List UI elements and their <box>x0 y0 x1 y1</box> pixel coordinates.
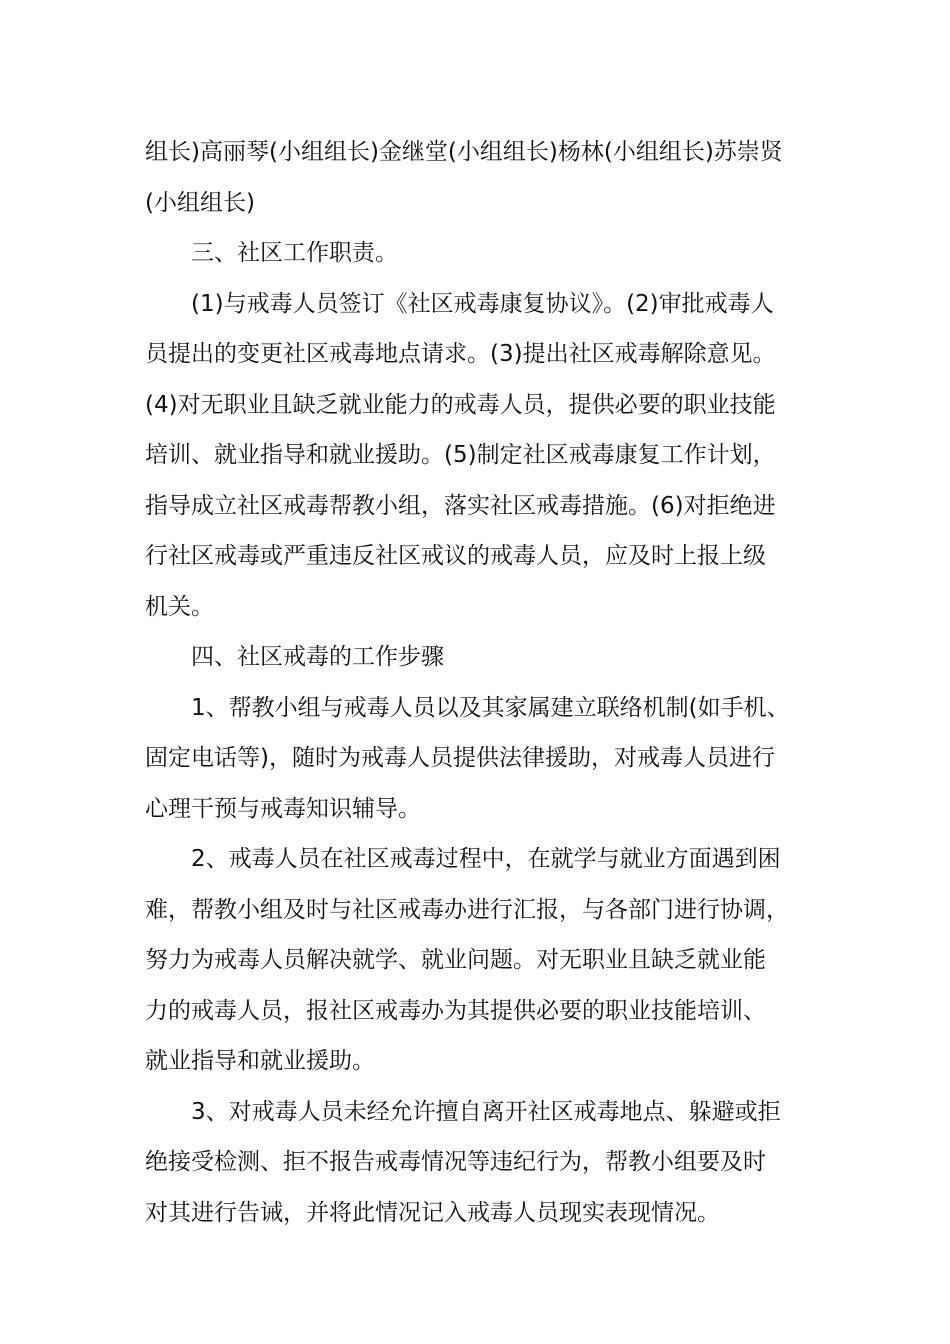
text-line: (4)对无职业且缺乏就业能力的戒毒人员，提供必要的职业技能 <box>145 391 776 418</box>
text-line: 行社区戒毒或严重违反社区戒议的戒毒人员，应及时上报上级 <box>145 543 766 569</box>
text-line: 努力为戒毒人员解决就学、就业问题。对无职业且缺乏就业能 <box>145 947 766 973</box>
text-line: 员提出的变更社区戒毒地点请求。(3)提出社区戒毒解除意见。 <box>145 341 776 367</box>
text-line: 固定电话等)，随时为戒毒人员提供法律援助，对戒毒人员进行 <box>145 745 775 771</box>
text-line: 心理干预与戒毒知识辅导。 <box>145 795 421 822</box>
text-line: 指导成立社区戒毒帮教小组，落实社区戒毒措施。(6)对拒绝进 <box>145 492 776 519</box>
section-heading: 三、社区工作职责。 <box>191 240 398 266</box>
text-line: (1)与戒毒人员签订《社区戒毒康复协议》。(2)审批戒毒人 <box>191 290 774 317</box>
text-line: 培训、就业指导和就业援助。(5)制定社区戒毒康复工作计划， <box>145 442 776 468</box>
text-line: 机关。 <box>145 593 214 620</box>
text-line: 对其进行告诫，并将此情况记入戒毒人员现实表现情况。 <box>145 1199 720 1226</box>
document-body <box>145 127 810 1238</box>
text-line: 难，帮教小组及时与社区戒毒办进行汇报，与各部门进行协调， <box>145 896 789 923</box>
text-line: 1、帮教小组与戒毒人员以及其家属建立联络机制(如手机、 <box>191 694 790 721</box>
text-line: 就业指导和就业援助。 <box>145 1048 375 1074</box>
text-line: 2、戒毒人员在社区戒毒过程中，在就学与就业方面遇到困 <box>191 846 781 872</box>
text-line: (小组组长) <box>145 189 255 216</box>
text-line: 组长)高丽琴(小组组长)金继堂(小组组长)杨林(小组组长)苏崇贤 <box>145 139 783 165</box>
text-line: 绝接受检测、拒不报告戒毒情况等违纪行为，帮教小组要及时 <box>145 1149 766 1175</box>
text-line: 力的戒毒人员，报社区戒毒办为其提供必要的职业技能培训、 <box>145 997 766 1024</box>
text-line: 3、对戒毒人员未经允许擅自离开社区戒毒地点、躲避或拒 <box>191 1098 781 1125</box>
section-heading: 四、社区戒毒的工作步骤 <box>191 644 444 670</box>
